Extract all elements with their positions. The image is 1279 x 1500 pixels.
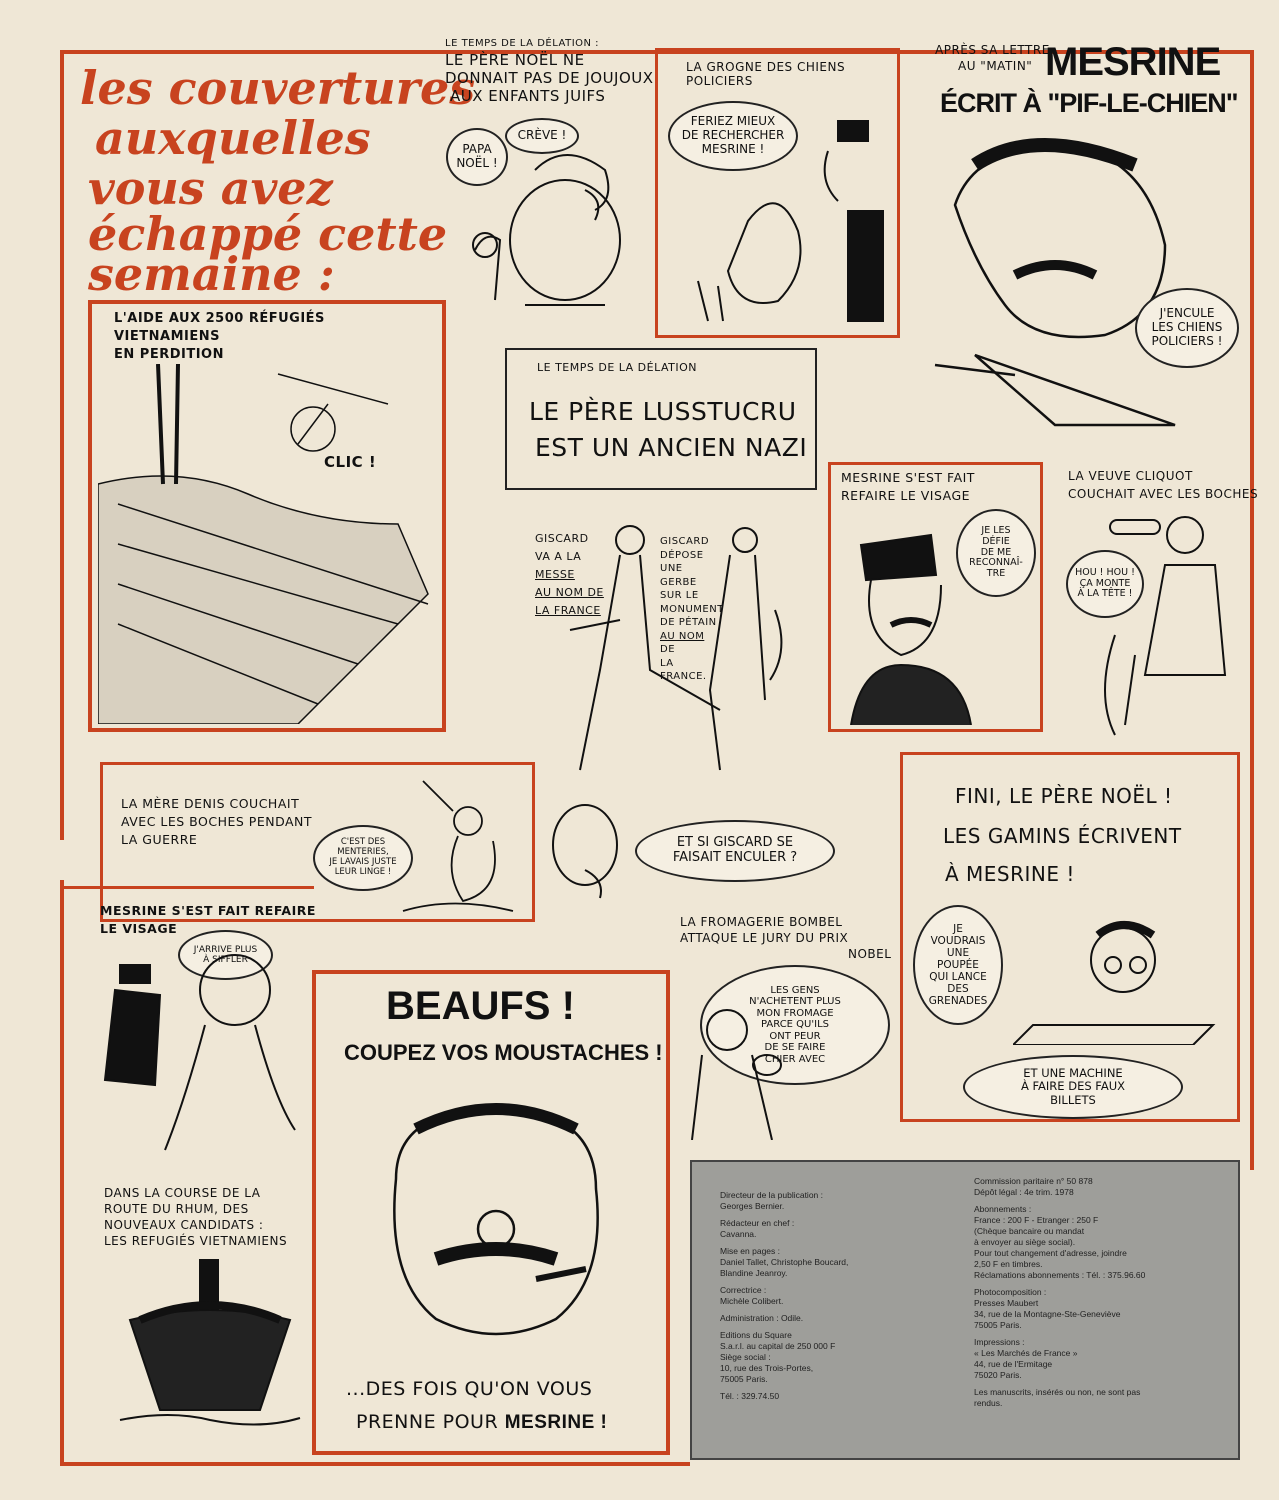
speech-bubble: ET SI GISCARD SE FAISAIT ENCULER ? <box>635 820 835 882</box>
panel-caption: EN PERDITION <box>114 347 224 362</box>
de-gaulle-disguise-illustration <box>841 525 1031 725</box>
headline-line: auxquelles <box>95 111 371 165</box>
panel-caption: AUX ENFANTS JUIFS <box>450 87 606 105</box>
helicopter-sea-illustration <box>98 364 438 724</box>
panel-title: BEAUFS ! <box>386 984 575 1028</box>
panel-caption: LA GUERRE <box>121 832 198 847</box>
speech-bubble: HOU ! HOU ! ÇA MONTE À LA TÊTE ! <box>1066 550 1144 618</box>
panel-caption: LE VISAGE <box>100 921 178 936</box>
imprint-block: Mise en pages : Daniel Tallet, Christophe Boucard, Blandine Jeanroy. <box>720 1246 849 1278</box>
imprint-block: Les manuscrits, insérés ou non, ne sont pas rendus. <box>974 1387 1141 1408</box>
speech-bubble: CRÈVE ! <box>505 118 579 154</box>
policeman-whistle-illustration <box>95 950 315 1160</box>
imprint-right-column <box>974 1176 1224 1415</box>
child-writing-illustration <box>1013 915 1233 1045</box>
panel-title: MESRINE <box>1045 40 1221 84</box>
dog-and-policeman-illustration <box>678 111 898 331</box>
imprint-block: Editions du Square S.a.r.l. au capital de 250 000 F Siège social : 10, rue des Trois-Portes, 75005 Paris. <box>720 1330 836 1384</box>
imprint-block: Photocomposition : Presses Maubert 34, rue de la Montagne-Ste-Geneviève 75005 Paris. <box>974 1287 1121 1330</box>
frame-line-left-lower <box>60 880 64 1465</box>
imprint-block: Correctrice : Michèle Colibert. <box>720 1285 784 1306</box>
panel-lusstucru <box>505 348 817 490</box>
headline-line: échappé cette <box>88 207 448 261</box>
widow-drinking-illustration <box>1085 505 1245 745</box>
panel-caption: DONNAIT PAS DE JOUJOUX <box>445 69 654 87</box>
mesrine-writing-illustration <box>915 125 1240 435</box>
panel-title: LES GAMINS ÉCRIVENT <box>943 824 1182 848</box>
refugee-boat-illustration <box>110 1250 310 1450</box>
panel-caption: NOUVEAUX CANDIDATS : <box>104 1218 264 1232</box>
panel-caption: LES REFUGIÉS VIETNAMIENS <box>104 1234 288 1248</box>
speech-bubble: FERIEZ MIEUX DE RECHERCHER MESRINE ! <box>668 101 798 171</box>
headline-line: les couvertures <box>80 61 476 115</box>
panel-caption: DANS LA COURSE DE LA <box>104 1186 261 1200</box>
panel-title: ÉCRIT À "PIF-LE-CHIEN" <box>940 88 1238 118</box>
imprint-block: Administration : Odile. <box>720 1313 804 1323</box>
frame-line-left <box>60 50 64 840</box>
panel-caption: LA VEUVE CLIQUOT <box>1068 469 1193 483</box>
panel-caption: AVEC LES BOCHES PENDANT <box>121 814 313 829</box>
cheese-maker-illustration <box>682 1000 792 1140</box>
giscard-kneeling-illustration <box>560 510 790 780</box>
panel-subtitle: COUPEZ VOS MOUSTACHES ! <box>344 1040 663 1065</box>
panel-caption: MESRINE S'EST FAIT REFAIRE <box>100 903 316 918</box>
panel-footer: PRENNE POUR MESRINE ! <box>356 1411 608 1433</box>
headline-line: semaine : <box>88 247 335 301</box>
speech-bubble: LES GENS N'ACHETENT PLUS MON FROMAGE PARCE QU'ILS ONT PEUR DE SE FAIRE CHIER AVEC <box>700 965 890 1085</box>
panel-mere-denis <box>100 762 535 922</box>
speech-bubble: J'ARRIVE PLUS À SIFFLER <box>178 930 273 980</box>
panel-caption: GISCARD VA A LA MESSE AU NOM DE LA FRANCE <box>535 532 604 617</box>
panel-caption: ROUTE DU RHUM, DES <box>104 1202 249 1216</box>
panel-caption: VIETNAMIENS <box>114 329 220 344</box>
santa-illustration <box>455 130 645 310</box>
speech-bubble: JE VOUDRAIS UNE POUPÉE QUI LANCE DES GRENADES <box>913 905 1003 1025</box>
panel-footer: ...DES FOIS QU'ON VOUS <box>346 1378 593 1400</box>
panel-kicker: AU "MATIN" <box>958 59 1033 73</box>
panel-caption: LA GROGNE DES CHIENS POLICIERS <box>686 60 846 88</box>
imprint-block: Impressions : « Les Marchés de France » 44, rue de l'Ermitage 75020 Paris. <box>974 1337 1078 1380</box>
panel-caption: LA MÈRE DENIS COUCHAIT <box>121 796 300 811</box>
panel-beaufs <box>312 970 670 1455</box>
panel-title: EST UN ANCIEN NAZI <box>535 433 808 462</box>
panel-caption: LA FROMAGERIE BOMBEL <box>680 915 843 929</box>
frame-line-right <box>1250 50 1254 1170</box>
mustache-man-illustration <box>356 1089 636 1359</box>
headline-line: vous avez <box>88 161 333 215</box>
speech-bubble: JE LES DÉFIE DE ME RECONNAÎ- TRE <box>956 509 1036 597</box>
panel-caption: LE PÈRE NOËL NE <box>445 51 585 69</box>
frame-line-bottom-left <box>60 1462 690 1466</box>
panel-title: À MESRINE ! <box>945 862 1075 886</box>
speech-bubble: PAPA NOËL ! <box>446 128 508 186</box>
panel-chiens-policiers <box>655 48 900 338</box>
panel-fini-pere-noel <box>900 752 1240 1122</box>
panel-kicker: APRÈS SA LETTRE <box>935 43 1050 57</box>
panel-title: FINI, LE PÈRE NOËL ! <box>955 784 1173 808</box>
imprint-block: Directeur de la publication : Georges Bernier. <box>720 1190 824 1211</box>
imprint-block: Commission paritaire n° 50 878 Dépôt légal : 4e trim. 1978 <box>974 1176 1093 1197</box>
thinking-man-illustration <box>545 800 635 900</box>
speech-bubble: ET UNE MACHINE À FAIRE DES FAUX BILLETS <box>963 1055 1183 1119</box>
imprint-block: Abonnements : France : 200 F - Etranger : 250 F (Chèque bancaire ou mandat à envoyer au siège social). Pour tout changement d'adresse, joindre 2,50 F en timbres. Réclamations abonnements : Tél. : 375.96.60 <box>974 1204 1146 1280</box>
caption-underline <box>64 886 314 889</box>
panel-title: LE PÈRE LUSSTUCRU <box>529 397 797 426</box>
imprint-left-column <box>720 1190 960 1408</box>
panel-caption: L'AIDE AUX 2500 RÉFUGIÉS <box>114 311 325 326</box>
panel-kicker: LE TEMPS DE LA DÉLATION <box>537 361 697 374</box>
imprint-block: Rédacteur en chef : Cavanna. <box>720 1218 795 1239</box>
panel-refugies <box>88 300 446 732</box>
panel-caption: NOBEL <box>848 947 892 961</box>
washerwoman-illustration <box>383 771 533 921</box>
panel-caption: REFAIRE LE VISAGE <box>841 488 971 503</box>
panel-caption: MESRINE S'EST FAIT <box>841 470 975 485</box>
imprint-block: Tél. : 329.74.50 <box>720 1391 780 1401</box>
panel-caption: ATTAQUE LE JURY DU PRIX <box>680 931 849 945</box>
speech-bubble: J'ENCULE LES CHIENS POLICIERS ! <box>1135 288 1239 368</box>
speech-bubble: C'EST DES MENTERIES, JE LAVAIS JUSTE LEUR LINGE ! <box>313 825 413 891</box>
panel-caption: GISCARD DÉPOSE UNE GERBE SUR LE MONUMENT DE PÉTAIN AU NOM DE LA FRANCE. <box>660 536 724 682</box>
sound-effect: CLIC ! <box>324 453 377 471</box>
imprint-box <box>690 1160 1240 1460</box>
panel-caption: COUCHAIT AVEC LES BOCHES <box>1068 487 1259 501</box>
panel-mesrine-visage-1 <box>828 462 1043 732</box>
panel-caption: LE TEMPS DE LA DÉLATION : <box>445 38 600 49</box>
